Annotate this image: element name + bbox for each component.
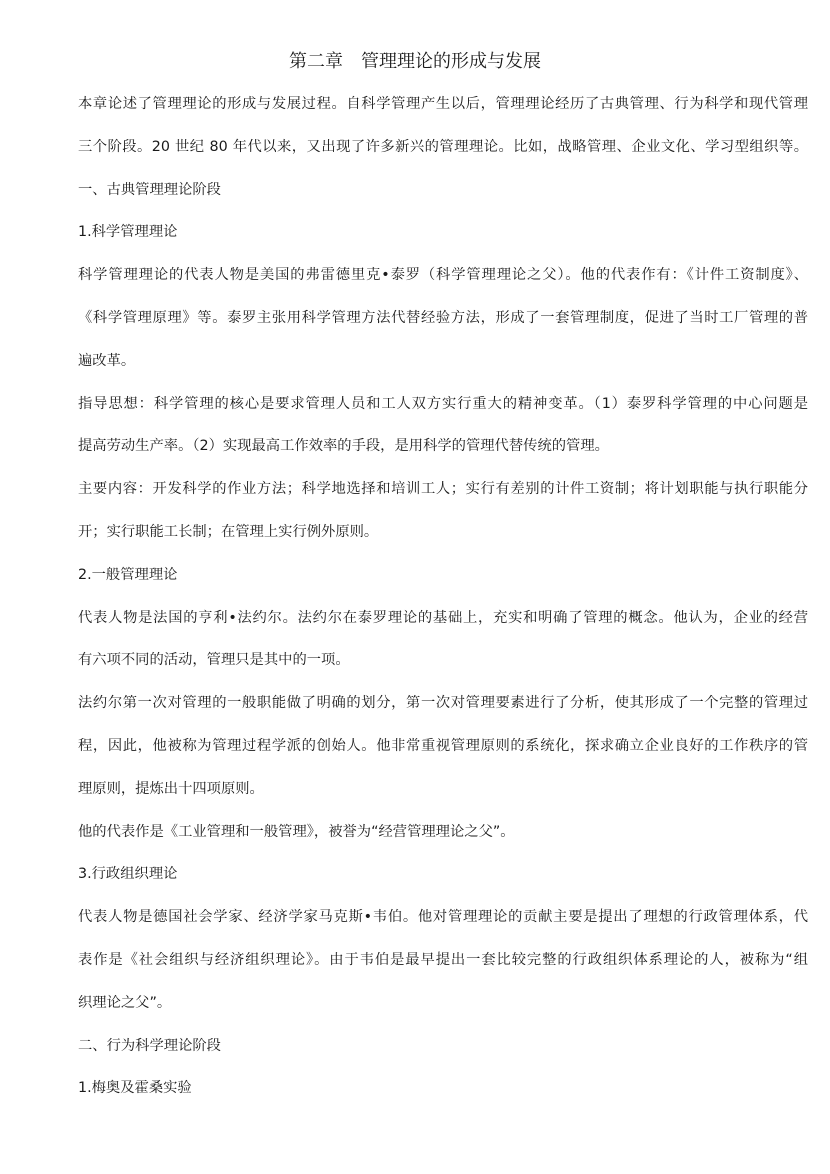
text-line: 指导思想：科学管理的核心是要求管理人员和工人双方实行重大的精神变革。（1）泰罗科学管理的中心问题是 (78, 395, 808, 412)
text-line: 有六项不同的活动，管理只是其中的一项。 (78, 652, 350, 669)
text-line: 一、古典管理理论阶段 (78, 181, 221, 198)
text-line: 三个阶段。20 世纪 80 年代以来，又出现了许多新兴的管理理论。比如，战略管理、企业文化、学习型组织等。 (78, 138, 808, 155)
text-line: 他的代表作是《工业管理和一般管理》，被誉为“经营管理理论之父”。 (78, 823, 515, 840)
text-line: 代表人物是法国的亨利•法约尔。法约尔在泰罗理论的基础上，充实和明确了管理的概念。他认为，企业的经营 (78, 609, 808, 626)
text-line: 本章论述了管理理论的形成与发展过程。自科学管理产生以后，管理理论经历了古典管理、行为科学和现代管理 (78, 96, 808, 112)
text-line: 遍改革。 (78, 352, 136, 369)
document-body (78, 83, 808, 1110)
text-line: 科学管理理论的代表人物是美国的弗雷德里克•泰罗（科学管理理论之父）。他的代表作有：《计件工资制度》、 (78, 267, 808, 284)
text-line: 理原则，提炼出十四项原则。 (78, 780, 264, 797)
text-line: 二、行为科学理论阶段 (78, 1037, 221, 1054)
text-line: 《科学管理原理》等。泰罗主张用科学管理方法代替经验方法，形成了一套管理制度，促进了当时工厂管理的普 (78, 309, 808, 326)
text-line: 程，因此，他被称为管理过程学派的创始人。他非常重视管理原则的系统化，探求确立企业良好的工作秩序的管 (78, 737, 808, 754)
text-line: 开；实行职能工长制；在管理上实行例外原则。 (78, 523, 379, 540)
page-title: 第二章 管理理论的形成与发展 (289, 51, 541, 72)
text-line: 代表人物是德国社会学家、经济学家马克斯•韦伯。他对管理理论的贡献主要是提出了理想的行政管理体系，代 (78, 909, 808, 926)
text-line: 法约尔第一次对管理的一般职能做了明确的划分，第一次对管理要素进行了分析，使其形成了一个完整的管理过 (78, 695, 808, 712)
text-line: 表作是《社会组织与经济组织理论》。由于韦伯是最早提出一套比较完整的行政组织体系理论的人，被称为“组 (78, 951, 808, 968)
text-line: 1.梅奥及霍桑实验 (78, 1080, 192, 1097)
text-line: 1.科学管理理论 (78, 224, 178, 241)
text-line: 织理论之父”。 (78, 994, 172, 1011)
text-line: 提高劳动生产率。（2）实现最高工作效率的手段，是用科学的管理代替传统的管理。 (78, 438, 609, 455)
text-line: 2.一般管理理论 (78, 566, 178, 583)
text-line: 3.行政组织理论 (78, 866, 178, 883)
text-line: 主要内容：开发科学的作业方法；科学地选择和培训工人；实行有差别的计件工资制；将计划职能与执行职能分 (78, 481, 808, 498)
